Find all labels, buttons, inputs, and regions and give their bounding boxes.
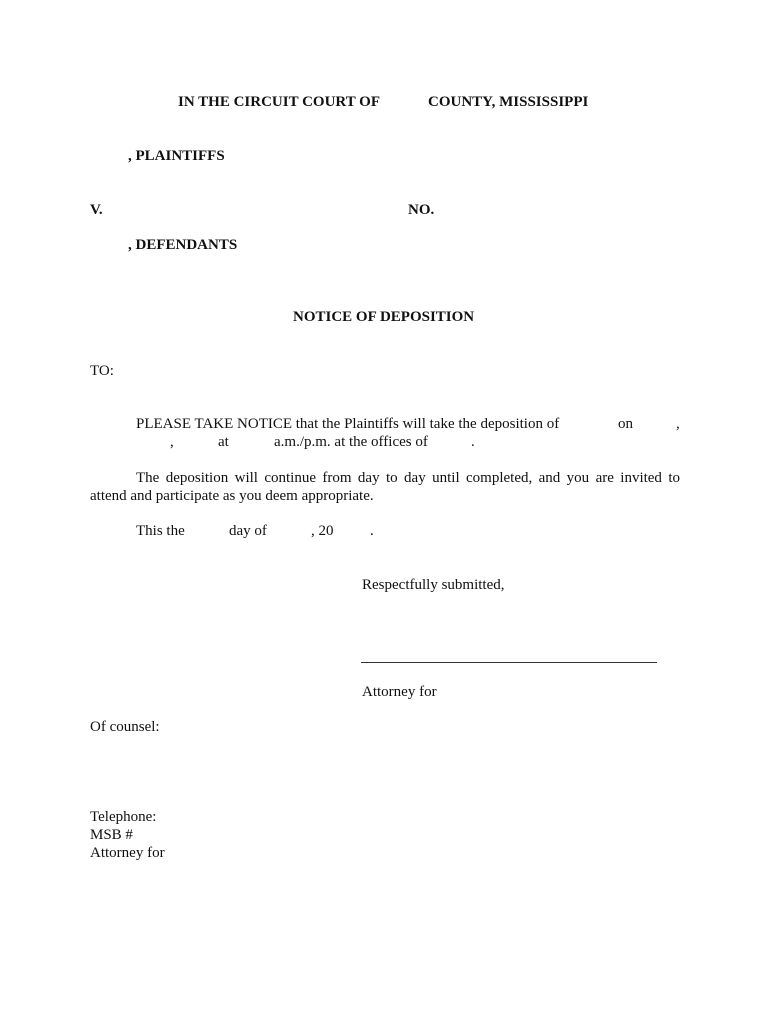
case-number-label: NO. — [408, 202, 435, 218]
closing-text: Respectfully submitted, — [362, 577, 505, 593]
signature-line — [361, 662, 657, 663]
continue-text-line-1: The deposition will continue from day to day until completed, and you are invited to — [136, 470, 680, 486]
attorney-for-counsel: Attorney for — [90, 845, 165, 861]
at-label: at — [218, 434, 229, 450]
notice-period: . — [471, 434, 475, 450]
this-the-label: This the — [136, 523, 185, 539]
defendants-label: , DEFENDANTS — [128, 237, 238, 253]
year-label: , 20 — [311, 523, 334, 539]
notice-text-line-1: PLEASE TAKE NOTICE that the Plaintiffs will take the deposition of — [136, 416, 560, 432]
comma-after-date: , — [676, 416, 680, 432]
county-heading: COUNTY, MISSISSIPPI — [428, 94, 589, 110]
comma-after-year: , — [170, 434, 174, 450]
msb-label: MSB # — [90, 827, 133, 843]
continue-text-line-2: attend and participate as you deem appropriate. — [90, 488, 374, 504]
date-period: . — [370, 523, 374, 539]
attorney-for-signature: Attorney for — [362, 684, 437, 700]
telephone-label: Telephone: — [90, 809, 157, 825]
court-heading: IN THE CIRCUIT COURT OF — [178, 94, 381, 110]
document-title: NOTICE OF DEPOSITION — [293, 309, 475, 325]
day-of-label: day of — [229, 523, 267, 539]
of-counsel-label: Of counsel: — [90, 719, 160, 735]
plaintiffs-label: , PLAINTIFFS — [128, 148, 225, 164]
versus-label: V. — [90, 202, 103, 218]
time-offices-text: a.m./p.m. at the offices of — [274, 434, 428, 450]
to-label: TO: — [90, 363, 114, 379]
on-label: on — [618, 416, 633, 432]
